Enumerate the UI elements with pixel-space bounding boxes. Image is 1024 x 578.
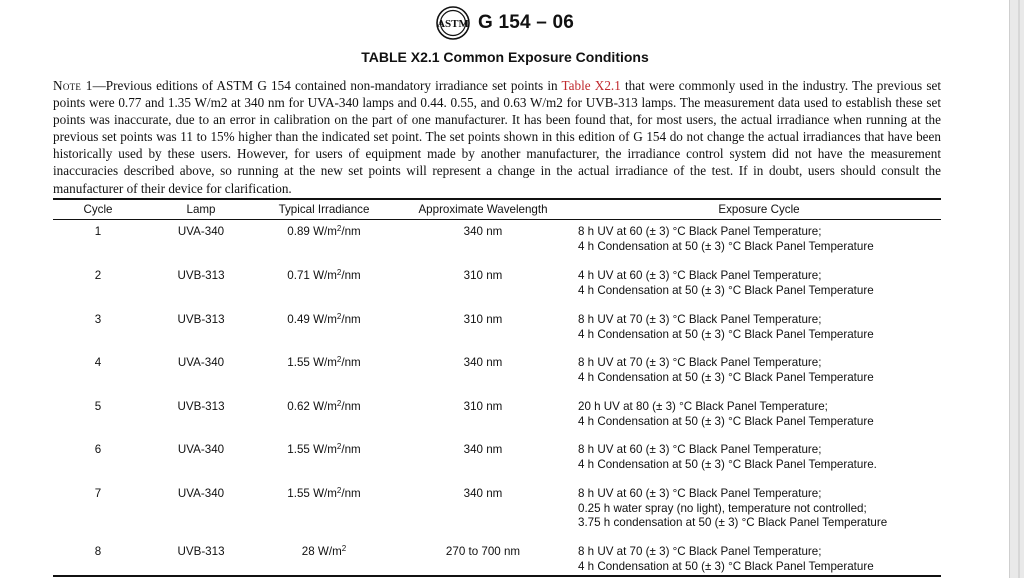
cell-exposure-line: 8 h UV at 70 (± 3) °C Black Panel Temperature; [578, 356, 822, 369]
cell-exposure-line: 8 h UV at 60 (± 3) °C Black Panel Temperature; [578, 487, 822, 500]
cell-lamp: UVA-340 [177, 487, 225, 500]
cell-lamp: UVA-340 [177, 356, 225, 369]
table-reference-link[interactable]: Table X2.1 [561, 78, 621, 93]
cell-lamp: UVB-313 [177, 545, 225, 558]
cell-exposure-line: 4 h Condensation at 50 (± 3) °C Black Panel Temperature [578, 414, 874, 428]
cell-cycle: 3 [94, 313, 102, 326]
table-title: TABLE X2.1 Common Exposure Conditions [361, 49, 649, 65]
document-title: G 154 – 06 [477, 12, 575, 33]
table-header-rule [53, 219, 941, 220]
header-cycle: Cycle [83, 203, 113, 216]
cell-wavelength: 340 nm [463, 487, 503, 500]
cell-exposure-line: 3.75 h condensation at 50 (± 3) °C Black Panel Temperature [578, 516, 888, 530]
cell-exposure-line: 4 h UV at 60 (± 3) °C Black Panel Temperature; [578, 269, 822, 282]
header-wavelength: Approximate Wavelength [418, 203, 548, 216]
table-bottom-rule [53, 575, 941, 577]
cell-exposure-line: 4 h Condensation at 50 (± 3) °C Black Panel Temperature [578, 239, 874, 253]
cell-exposure-line: 4 h Condensation at 50 (± 3) °C Black Panel Temperature [578, 283, 874, 297]
cell-exposure-line: 4 h Condensation at 50 (± 3) °C Black Panel Temperature [578, 327, 874, 341]
cell-wavelength: 310 nm [463, 313, 503, 326]
cell-cycle: 1 [94, 225, 102, 238]
cell-irradiance: 28 $W/m^2$ [301, 544, 347, 558]
cell-lamp: UVB-313 [177, 400, 225, 413]
cell-cycle: 5 [94, 400, 102, 413]
cell-exposure-line: 8 h UV at 70 (± 3) °C Black Panel Temperature; [578, 545, 822, 558]
header-irradiance: Typical Irradiance [278, 203, 370, 216]
note-paragraph [53, 77, 941, 197]
cell-exposure-line: 8 h UV at 60 (± 3) °C Black Panel Temperature; [578, 443, 822, 456]
astm-logo-icon [436, 6, 470, 40]
cell-wavelength: 340 nm [463, 225, 503, 238]
cell-cycle: 6 [94, 443, 102, 456]
cell-wavelength: 310 nm [463, 269, 503, 282]
cell-exposure-line: 4 h Condensation at 50 (± 3) °C Black Panel Temperature [578, 559, 874, 573]
cell-exposure-line: 4 h Condensation at 50 (± 3) °C Black Panel Temperature. [578, 457, 877, 471]
note-label: Note 1 [53, 78, 93, 93]
cell-cycle: 4 [94, 356, 102, 369]
cell-exposure-line: 0.25 h water spray (no light), temperature not controlled; [578, 501, 867, 515]
cell-cycle: 7 [94, 487, 102, 500]
cell-lamp: UVA-340 [177, 225, 225, 238]
cell-wavelength: 340 nm [463, 443, 503, 456]
table-top-rule [53, 198, 941, 200]
cell-wavelength: 340 nm [463, 356, 503, 369]
cell-irradiance: 0.62 $W/m^2/nm$ [287, 399, 361, 413]
cell-exposure-line: 8 h UV at 70 (± 3) °C Black Panel Temperature; [578, 313, 822, 326]
header-lamp: Lamp [186, 203, 216, 216]
cell-irradiance: 0.49 $W/m^2/nm$ [287, 312, 361, 326]
document-header [0, 6, 1010, 45]
cell-lamp: UVB-313 [177, 313, 225, 326]
cell-exposure-line: 20 h UV at 80 (± 3) °C Black Panel Temperature; [578, 400, 828, 413]
page-edge-scrollbar[interactable] [1009, 0, 1024, 578]
cell-lamp: UVA-340 [177, 443, 225, 456]
cell-exposure-line: 4 h Condensation at 50 (± 3) °C Black Panel Temperature [578, 370, 874, 384]
scrollbar-ridge [1018, 0, 1020, 578]
cell-irradiance: 1.55 $W/m^2/nm$ [287, 442, 361, 456]
note-text-before: —Previous editions of ASTM G 154 contained non-mandatory irradiance set points in [92, 78, 562, 93]
note-text-after: that were commonly used in the industry. The previous set points were 0.77 and 1.35 W/m2 at 340 nm for UVA-340 lamps and 0.44. 0.55, and 0.63 W/m2 for UVB-313 lamps. The measurement data used to establish these set points was inaccurate, due to an error in calibration on the part of one manufacturer. It has been found that, for most users, the actual irradiance when running at the previous set points was 11 to 15% higher than the indicated set point. The set points shown in this edition of G 154 do not change the actual irradiances that have been historically used by these users. However, for users of equipment made by another manufacturer, the irradiance control system did not have the measurement inaccuracies described above, so running at the new set points will represent a change in the actual irradiance of the test. If in doubt, users should consult the manufacturer of their device for clarification. [53, 78, 941, 196]
cell-irradiance: 1.55 $W/m^2/nm$ [287, 355, 361, 369]
logo-text: ASTM [437, 18, 469, 30]
cell-cycle: 8 [94, 545, 102, 558]
cell-wavelength: 270 to 700 nm [445, 545, 521, 558]
cell-irradiance: 0.71 $W/m^2/nm$ [287, 268, 361, 282]
cell-irradiance: 0.89 $W/m^2/nm$ [287, 224, 361, 238]
cell-wavelength: 310 nm [463, 400, 503, 413]
header-exposure-cycle: Exposure Cycle [718, 203, 800, 216]
cell-cycle: 2 [94, 269, 102, 282]
cell-exposure-line: 8 h UV at 60 (± 3) °C Black Panel Temperature; [578, 225, 822, 238]
cell-irradiance: 1.55 $W/m^2/nm$ [287, 486, 361, 500]
cell-lamp: UVB-313 [177, 269, 225, 282]
